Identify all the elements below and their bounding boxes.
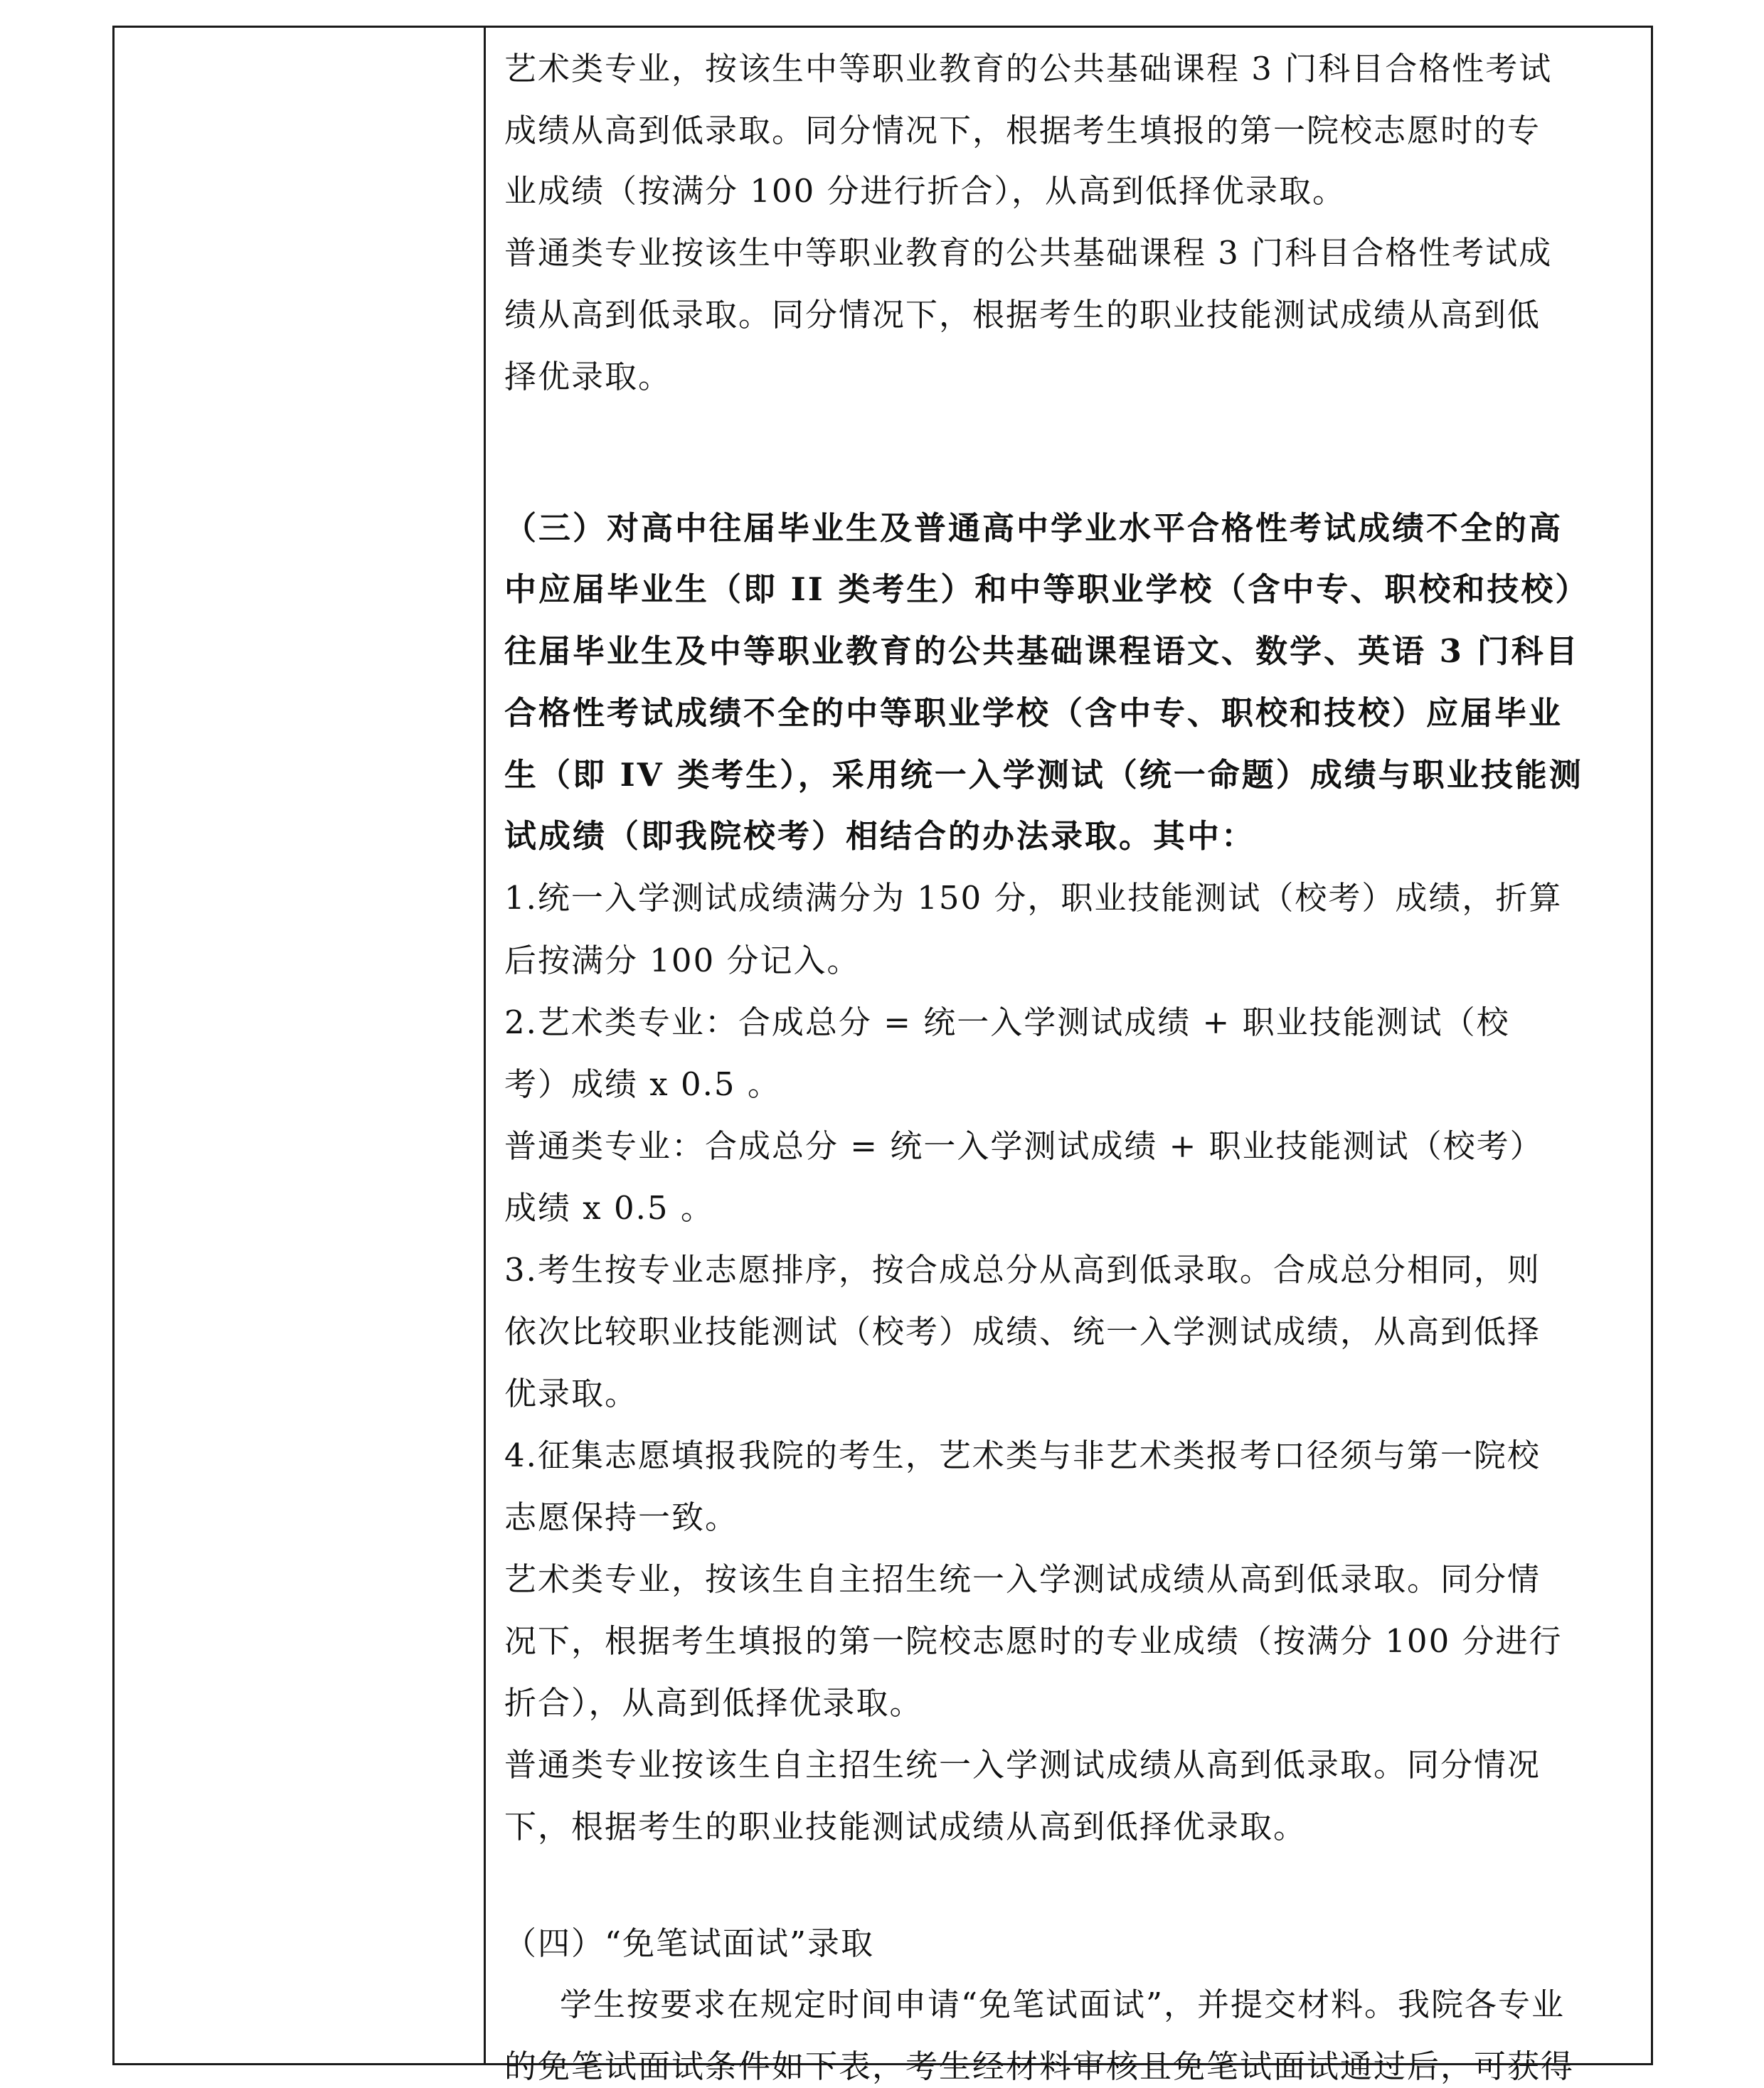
section-heading-line: 合格性考试成绩不全的中等职业学校（含中专、职校和技校）应届毕业 bbox=[504, 694, 1563, 732]
section-heading: （四）“免笔试面试”录取 bbox=[504, 1924, 875, 1962]
text-line: 的免笔试面试条件如下表，考生经材料审核且免笔试面试通过后，可获得 bbox=[504, 2047, 1575, 2085]
text-line: 绩从高到低录取。同分情况下，根据考生的职业技能测试成绩从高到低 bbox=[504, 296, 1541, 334]
section-heading-line: 生（即 IV 类考生），采用统一入学测试（统一命题）成绩与职业技能测 bbox=[504, 756, 1583, 794]
text-line: 艺术类专业，按该生中等职业教育的公共基础课程 3 门科目合格性考试 bbox=[504, 50, 1553, 87]
text-line: 普通类专业按该生中等职业教育的公共基础课程 3 门科目合格性考试成 bbox=[504, 234, 1553, 272]
section-heading-line: 试成绩（即我院校考）相结合的办法录取。其中： bbox=[504, 817, 1256, 855]
text-line: 1.统一入学测试成绩满分为 150 分，职业技能测试（校考）成绩，折算 bbox=[504, 879, 1563, 917]
text-line: 普通类专业按该生自主招生统一入学测试成绩从高到低录取。同分情况 bbox=[504, 1746, 1541, 1784]
text-line: 2.艺术类专业：合成总分 = 统一入学测试成绩 + 职业技能测试（校 bbox=[504, 1003, 1510, 1041]
text-line: 优录取。 bbox=[504, 1375, 639, 1412]
text-line: 后按满分 100 分记入。 bbox=[504, 942, 861, 979]
text-line: 成绩 x 0.5 。 bbox=[504, 1189, 714, 1227]
text-line: 3.考生按专业志愿排序，按合成总分从高到低录取。合成总分相同，则 bbox=[504, 1251, 1541, 1289]
text-line: 成绩从高到低录取。同分情况下，根据考生填报的第一院校志愿时的专 bbox=[504, 112, 1541, 149]
text-line: 折合），从高到低择优录取。 bbox=[504, 1684, 923, 1722]
text-line: 学生按要求在规定时间申请“免笔试面试”，并提交材料。我院各专业 bbox=[560, 1986, 1566, 2023]
right-column-cell bbox=[486, 28, 1651, 2085]
text-line: 考）成绩 x 0.5 。 bbox=[504, 1065, 781, 1103]
text-line: 下，根据考生的职业技能测试成绩从高到低择优录取。 bbox=[504, 1808, 1307, 1845]
text-line: 志愿保持一致。 bbox=[504, 1498, 739, 1536]
text-line: 依次比较职业技能测试（校考）成绩、统一入学测试成绩，从高到低择 bbox=[504, 1313, 1541, 1351]
section-heading-line: （三）对高中往届毕业生及普通高中学业水平合格性考试成绩不全的高 bbox=[504, 509, 1563, 547]
text-line: 艺术类专业，按该生自主招生统一入学测试成绩从高到低录取。同分情 bbox=[504, 1560, 1541, 1598]
text-line: 4.征集志愿填报我院的考生，艺术类与非艺术类报考口径须与第一院校 bbox=[504, 1437, 1541, 1474]
text-line: 业成绩（按满分 100 分进行折合），从高到低择优录取。 bbox=[504, 172, 1346, 210]
text-line: 普通类专业：合成总分 = 统一入学测试成绩 + 职业技能测试（校考） bbox=[504, 1127, 1544, 1165]
text-line: 择优录取。 bbox=[504, 358, 672, 395]
content-table bbox=[112, 26, 1653, 2085]
section-heading-line: 往届毕业生及中等职业教育的公共基础课程语文、数学、英语 3 门科目 bbox=[504, 632, 1580, 670]
text-line: 况下，根据考生填报的第一院校志愿时的专业成绩（按满分 100 分进行 bbox=[504, 1622, 1563, 1660]
section-heading-line: 中应届毕业生（即 II 类考生）和中等职业学校（含中专、职校和技校） bbox=[504, 570, 1590, 608]
left-column-cell bbox=[115, 28, 486, 2063]
